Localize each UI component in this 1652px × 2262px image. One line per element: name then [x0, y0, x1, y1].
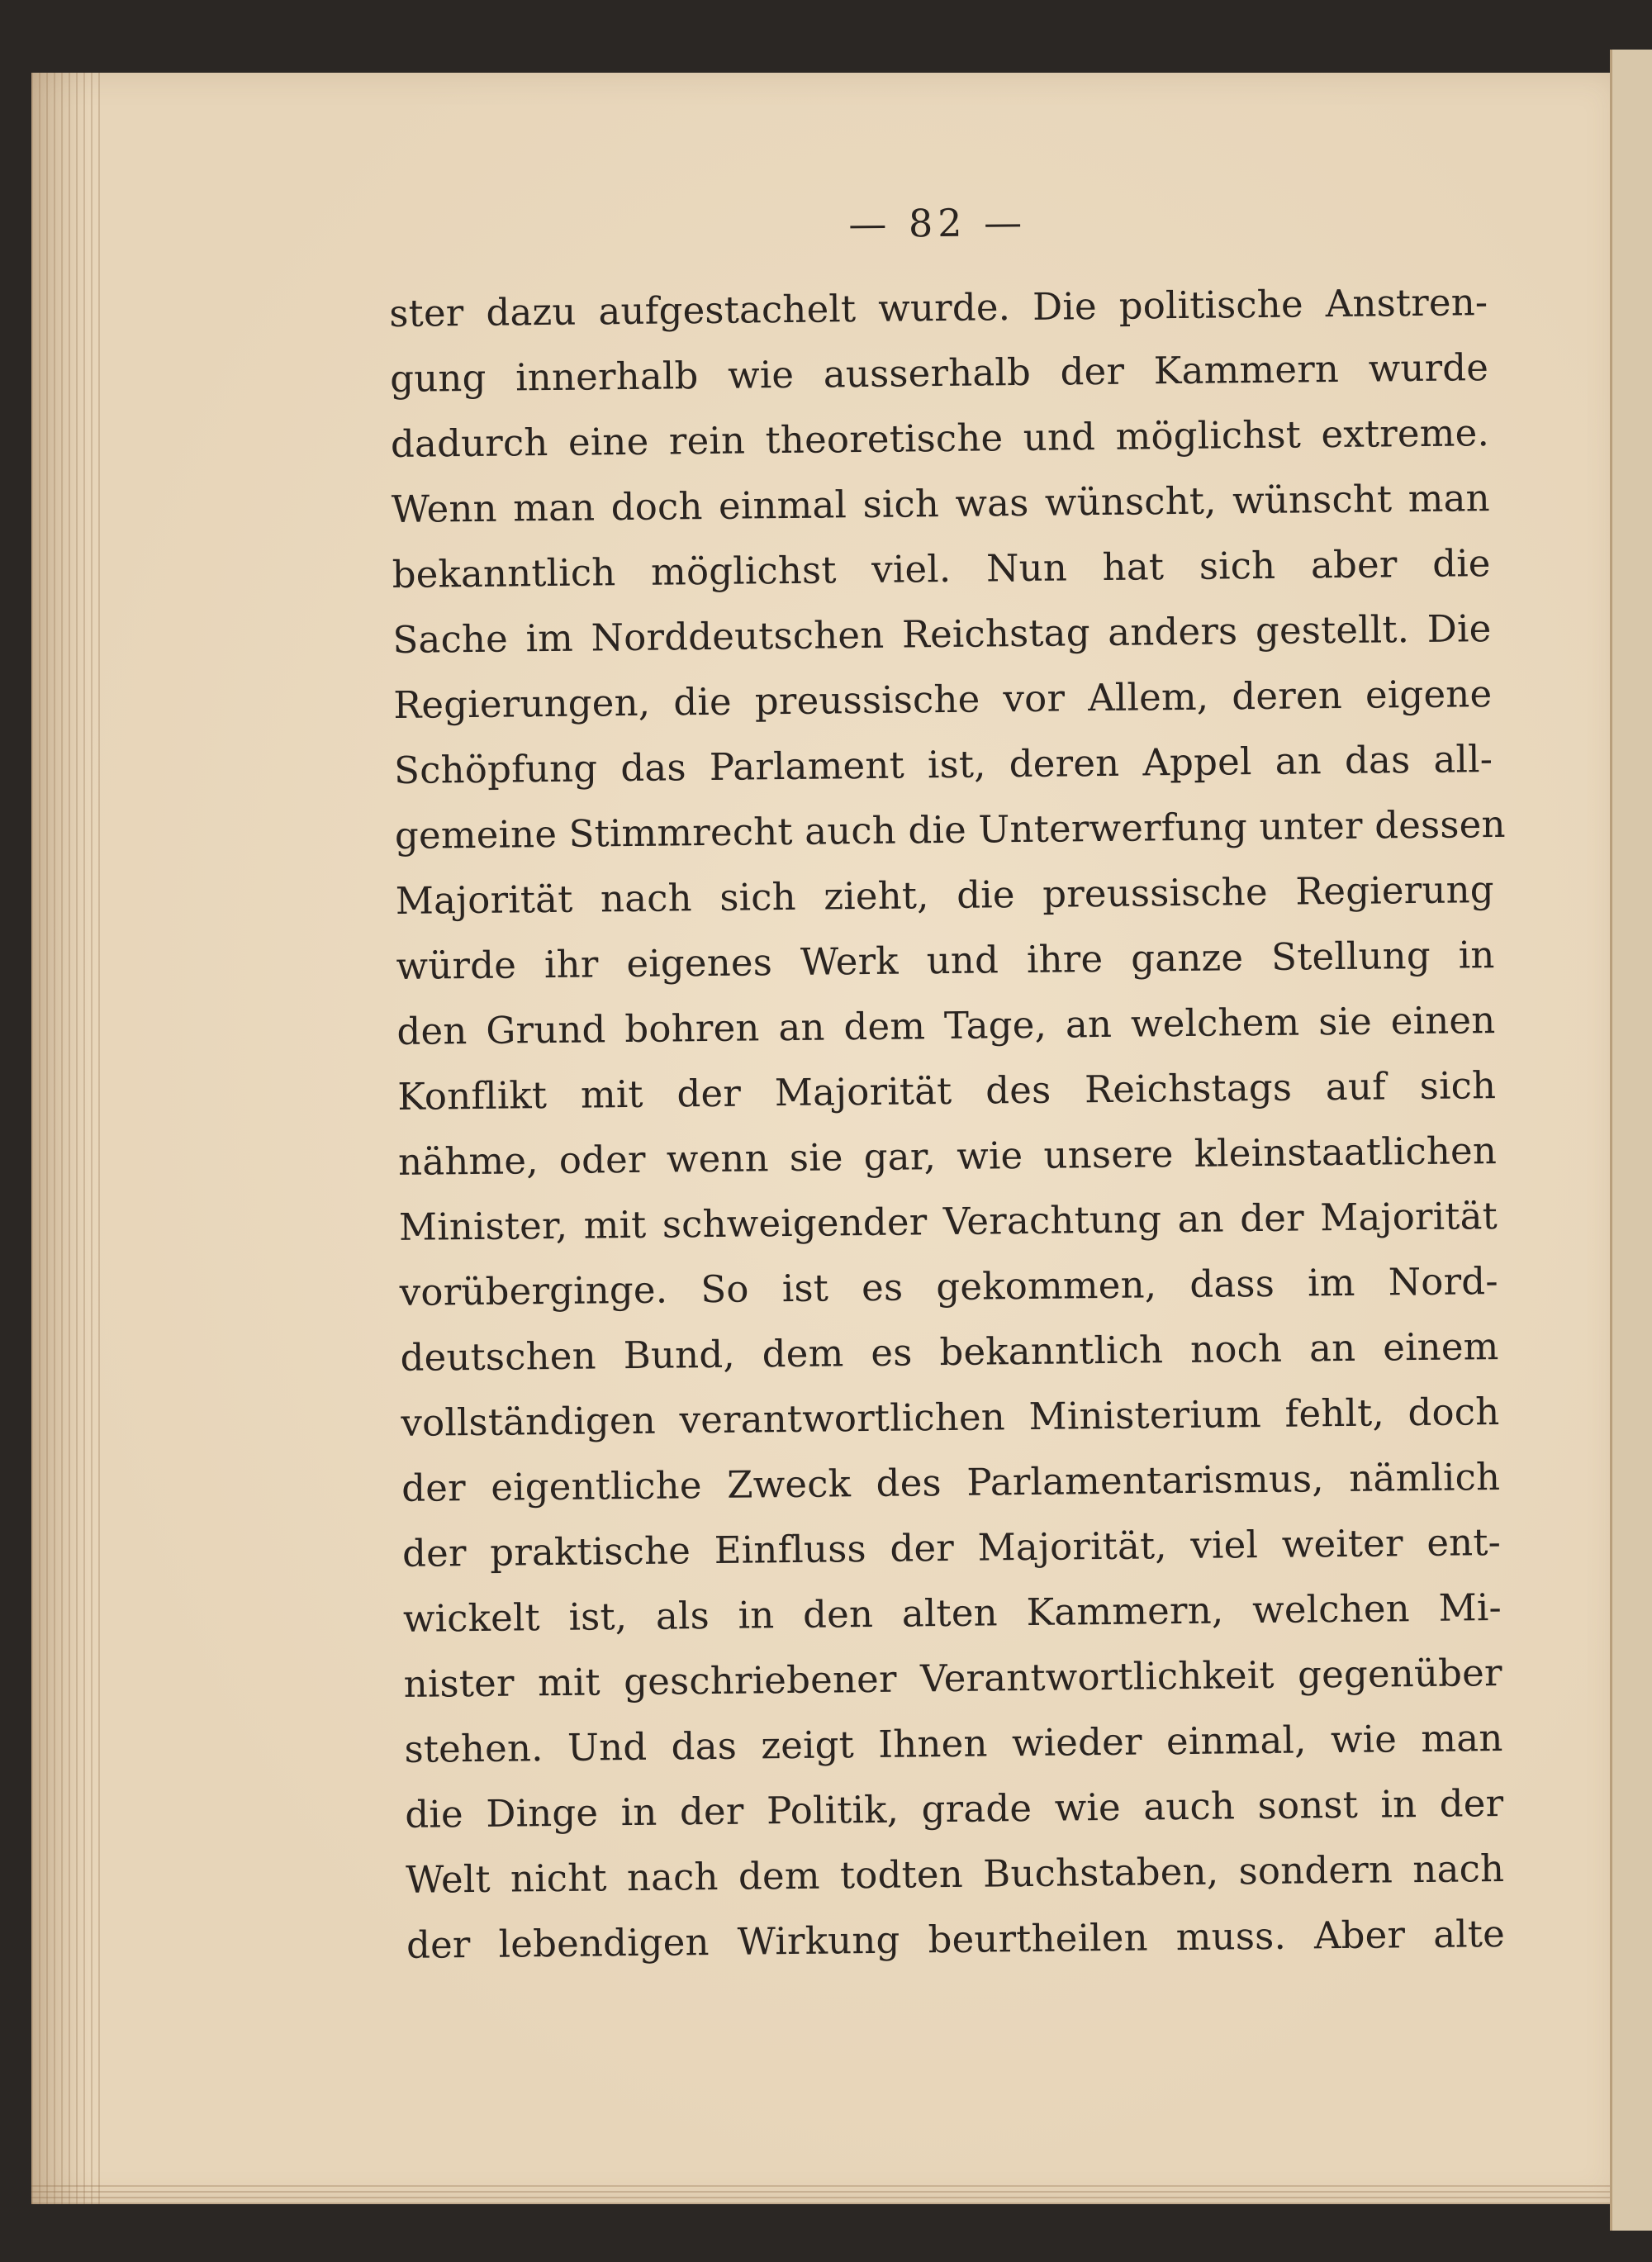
text-line: Welt nicht nach dem todten Buchstaben, sondern nach — [405, 1846, 1505, 1902]
text-line: vollständigen verantwortlichen Ministerium fehlt, doch — [401, 1389, 1500, 1445]
text-line: Schöpfung das Parlament ist, deren Appel an das all- — [393, 737, 1493, 792]
text-line: Konflikt mit der Majorität des Reichstags auf sich — [397, 1063, 1497, 1119]
text-line: die Dinge in der Politik, grade wie auch sonst in der — [405, 1780, 1504, 1837]
page-number: — 82 — — [848, 199, 1028, 247]
text-line: dadurch eine rein theoretische und möglichst extreme. — [390, 411, 1490, 466]
text-line: Regierungen, die preussische vor Allem, deren eigene — [393, 672, 1493, 727]
page-content — [388, 195, 1505, 1978]
page-stack-edges — [31, 73, 106, 2204]
text-line: bekanntlich möglichst viel. Nun hat sich aber die — [392, 541, 1491, 596]
text-line: der eigentliche Zweck des Parlamentarismus, nämlich — [401, 1454, 1501, 1510]
text-line: der praktische Einfluss der Majorität, viel weiter ent- — [401, 1519, 1502, 1575]
text-line: wickelt ist, als in den alten Kammern, welchen Mi- — [402, 1585, 1502, 1641]
text-line: Majorität nach sich zieht, die preussische Regierung — [395, 867, 1495, 923]
text-line: vorüberginge. So ist es gekommen, dass im Nord- — [399, 1259, 1498, 1314]
text-line: nister mit geschriebener Verantwortlichkeit gegenüber — [403, 1650, 1502, 1706]
text-line: Sache im Norddeutschen Reichstag anders gestellt. Die — [392, 606, 1492, 662]
text-line: Minister, mit schweigender Verachtung an der Majorität — [398, 1194, 1498, 1249]
text-line: den Grund bohren an dem Tage, an welchem sie einen — [396, 998, 1496, 1053]
text-line: Wenn man doch einmal sich was wünscht, wünscht man — [391, 476, 1491, 531]
page-bottom-edge — [31, 2181, 1619, 2204]
text-line: würde ihr eigenes Werk und ihre ganze Stellung in — [396, 933, 1495, 988]
text-line: deutschen Bund, dem es bekanntlich noch an einem — [400, 1323, 1499, 1380]
body-text — [389, 269, 1505, 1978]
text-line: ster dazu aufgestachelt wurde. Die politische Anstren- — [389, 280, 1488, 335]
binding-strip — [1610, 50, 1652, 2231]
text-line: gung innerhalb wie ausserhalb der Kammern wurde — [389, 345, 1489, 401]
text-line: stehen. Und das zeigt Ihnen wieder einmal, wie man — [404, 1715, 1503, 1771]
text-line: gemeine Stimmrecht auch die Unterwerfung unter dessen — [394, 801, 1506, 858]
text-line: der lebendigen Wirkung beurtheilen muss. Aber alte — [406, 1911, 1506, 1967]
text-line: nähme, oder wenn sie gar, wie unsere kleinstaatlichen — [397, 1129, 1498, 1184]
